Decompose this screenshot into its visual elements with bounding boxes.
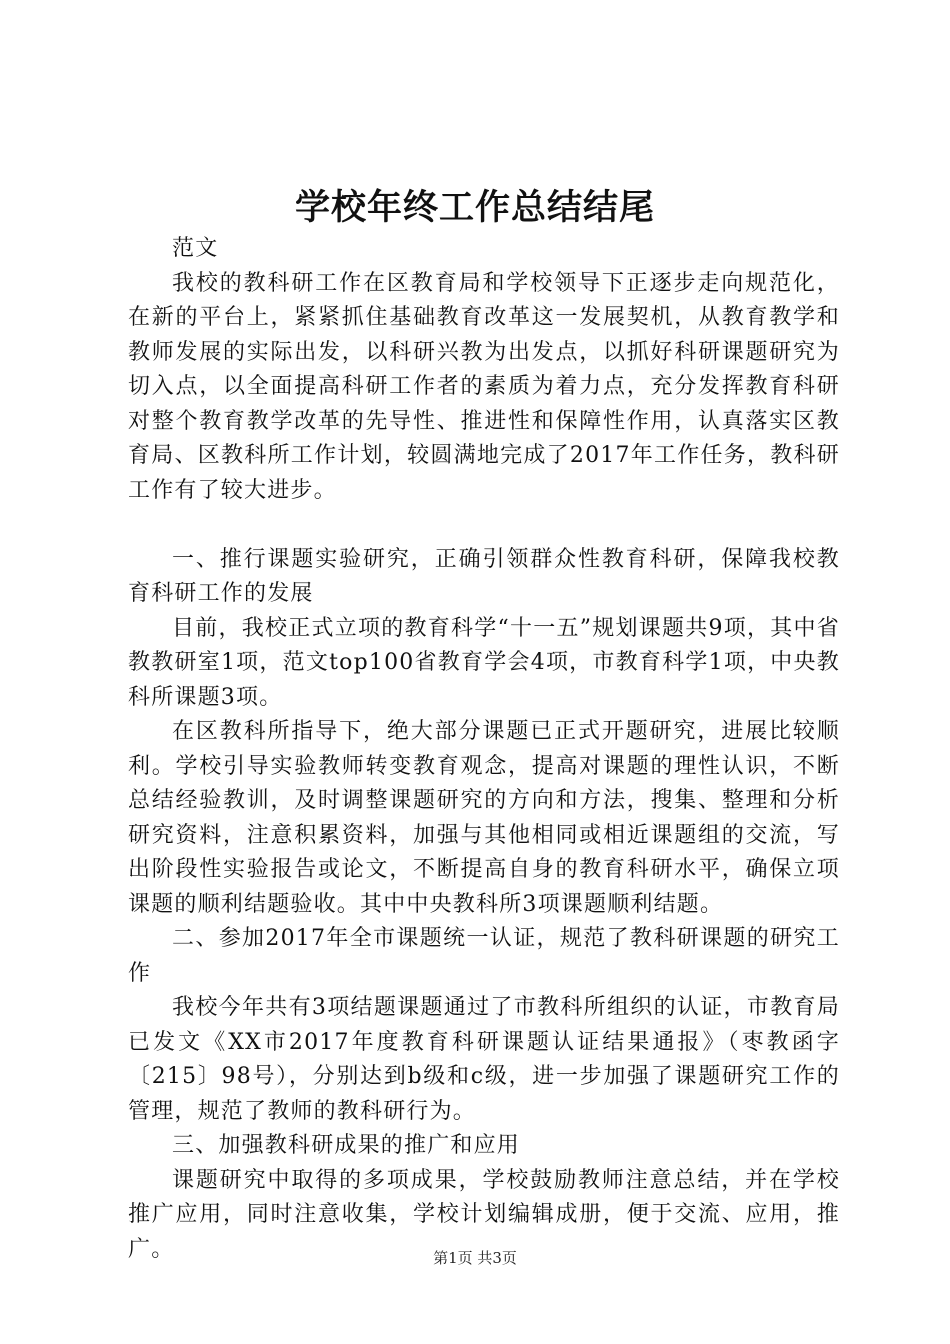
document-body (128, 232, 840, 1267)
paragraph-intro-label: 范文 (172, 236, 219, 261)
paragraph-application: 课题研究中取得的多项成果，学校鼓励教师注意总结，并在学校推广应用，同时注意收集，学校计划编辑成册，便于交流、应用，推广。 (128, 1167, 840, 1262)
paragraph-projects: 目前，我校正式立项的教育科学“十一五”规划课题共9项，其中省教教研室1项，范文top100省教育学会4项，市教育科学1项，中央教科所课题3项。 (128, 615, 840, 710)
section-heading-3: 三、加强教科研成果的推广和应用 (172, 1133, 521, 1158)
paragraph-guidance: 在区教科所指导下，绝大部分课题已正式开题研究，进展比较顺利。学校引导实验教师转变教育观念，提高对课题的理性认识，不断总结经验教训，及时调整课题研究的方向和方法，搜集、整理和分析研究资料，注意积累资料，加强与其他相同或相近课题组的交流，写出阶段性实验报告或论文，不断提高自身的教育科研水平，确保立项课题的顺利结题验收。其中中央教科所3项课题顺利结题。 (128, 719, 840, 917)
paragraph-certification: 我校今年共有3项结题课题通过了市教科所组织的认证，市教育局已发文《XX市2017年度教育科研课题认证结果通报》（枣教函字〔215〕98号），分别达到b级和c级，进一步加强了课题研究工作的管理，规范了教师的教科研行为。 (128, 995, 840, 1124)
page-number-footer: 第1页 共3页 (433, 1249, 517, 1267)
section-heading-2: 二、参加2017年全市课题统一认证，规范了教科研课题的研究工作 (128, 926, 840, 986)
document-title: 学校年终工作总结结尾 (294, 187, 655, 228)
section-heading-1: 一、推行课题实验研究，正确引领群众性教育科研，保障我校教育科研工作的发展 (128, 546, 840, 606)
paragraph-spacer (128, 508, 840, 543)
paragraph-overview: 我校的教科研工作在区教育局和学校领导下正逐步走向规范化，在新的平台上，紧紧抓住基础教育改革这一发展契机，从教育教学和教师发展的实际出发，以科研兴教为出发点，以抓好科研课题研究为切入点，以全面提高科研工作者的素质为着力点，充分发挥教育科研对整个教育教学改革的先导性、推进性和保障性作用，认真落实区教育局、区教科所工作计划，较圆满地完成了2017年工作任务，教科研工作有了较大进步。 (128, 270, 840, 503)
